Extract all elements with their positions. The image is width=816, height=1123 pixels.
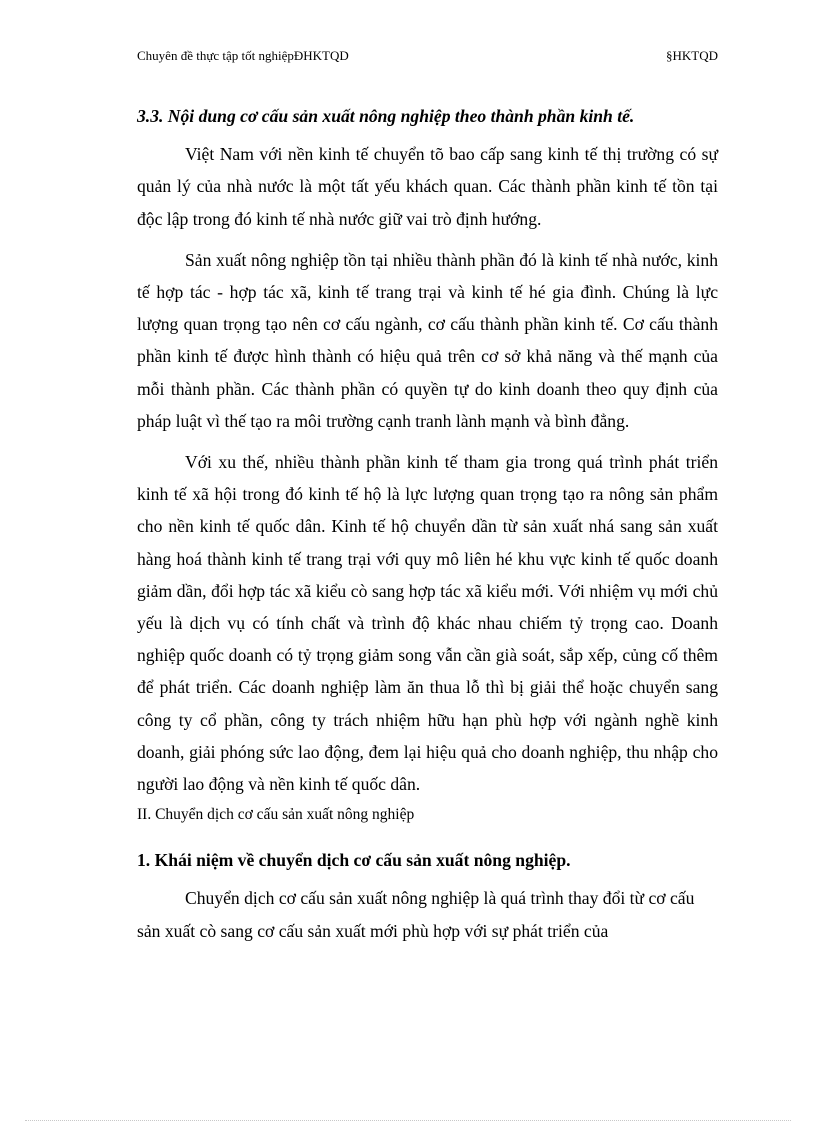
header-left-text: Chuyên đề thực tập tốt nghiệpĐHKTQD [137, 48, 349, 63]
page-header [137, 48, 718, 64]
paragraph-4: Chuyển dịch cơ cấu sản xuất nông nghiệp là quá trình thay đổi từ cơ cấu sản xuất cò sang cơ cấu sản xuất mới phù hợp với sự phát triển của [137, 888, 695, 941]
section-3-3-heading: 3.3. Nội dung cơ cấu sản xuất nông nghiệp theo thành phần kinh tế. [137, 106, 635, 126]
paragraph-2: Sản xuất nông nghiệp tồn tại nhiều thành phần đó là kinh tế nhà nước, kinh tế hợp tác - hợp tác xã, kinh tế trang trại và kinh tế hé gia đình. Chúng là lực lượng quan trọng tạo nên cơ cấu ngành, cơ cấu thành phần kinh tế. Cơ cấu thành phần kinh tế được hình thành có hiệu quả trên cơ sở khả năng và thế mạnh của mỗi thành phần. Các thành phần có quyền tự do kinh doanh theo quy định của pháp luật vì thế tạo ra môi trường cạnh tranh lành mạnh và bình đẳng. [137, 249, 718, 431]
section-ii-heading: II. Chuyển dịch cơ cấu sản xuất nông nghiệp [137, 806, 415, 824]
paragraph-1: Việt Nam với nền kinh tế chuyển tõ bao cấp sang kinh tế thị trường có sự quản lý của nhà nước là một tất yếu khách quan. Các thành phần kinh tế tồn tại độc lập trong đó kinh tế nhà nước giữ vai trò định hướng. [137, 144, 718, 229]
document-body [137, 100, 718, 956]
section-1-heading: 1. Khái niệm về chuyển dịch cơ cấu sản xuất nông nghiệp. [137, 850, 571, 871]
paragraph-3: Với xu thế, nhiều thành phần kinh tế tham gia trong quá trình phát triển kinh tế xã hội trong đó kinh tế hộ là lực lượng quan trọng tạo ra nông sản phẩm cho nền kinh tế quốc dân. Kinh tế hộ chuyển dần từ sản xuất nhá sang sản xuất hàng hoá thành kinh tế trang trại với quy mô liên hé khu vực kinh tế quốc doanh giảm dần, đổi hợp tác xã kiểu cò sang hợp tác xã kiểu mới. Với nhiệm vụ mới chủ yếu là dịch vụ có tính chất và trình độ khác nhau chiếm tỷ trọng cao. Doanh nghiệp quốc doanh có tỷ trọng giảm song vẫn cần già soát, sắp xếp, củng cố thêm để phát triển. Các doanh nghiệp làm ăn thua lỗ thì bị giải thể hoặc chuyển sang công ty cổ phần, công ty trách nhiệm hữu hạn phù hợp với ngành nghề kinh doanh, giải phóng sức lao động, đem lại hiệu quả cho doanh nghiệp, thu nhập cho người lao động và nền kinh tế quốc dân. [137, 452, 718, 795]
page-bottom-divider [25, 1120, 791, 1121]
header-right-text: §HKTQD [666, 48, 718, 63]
